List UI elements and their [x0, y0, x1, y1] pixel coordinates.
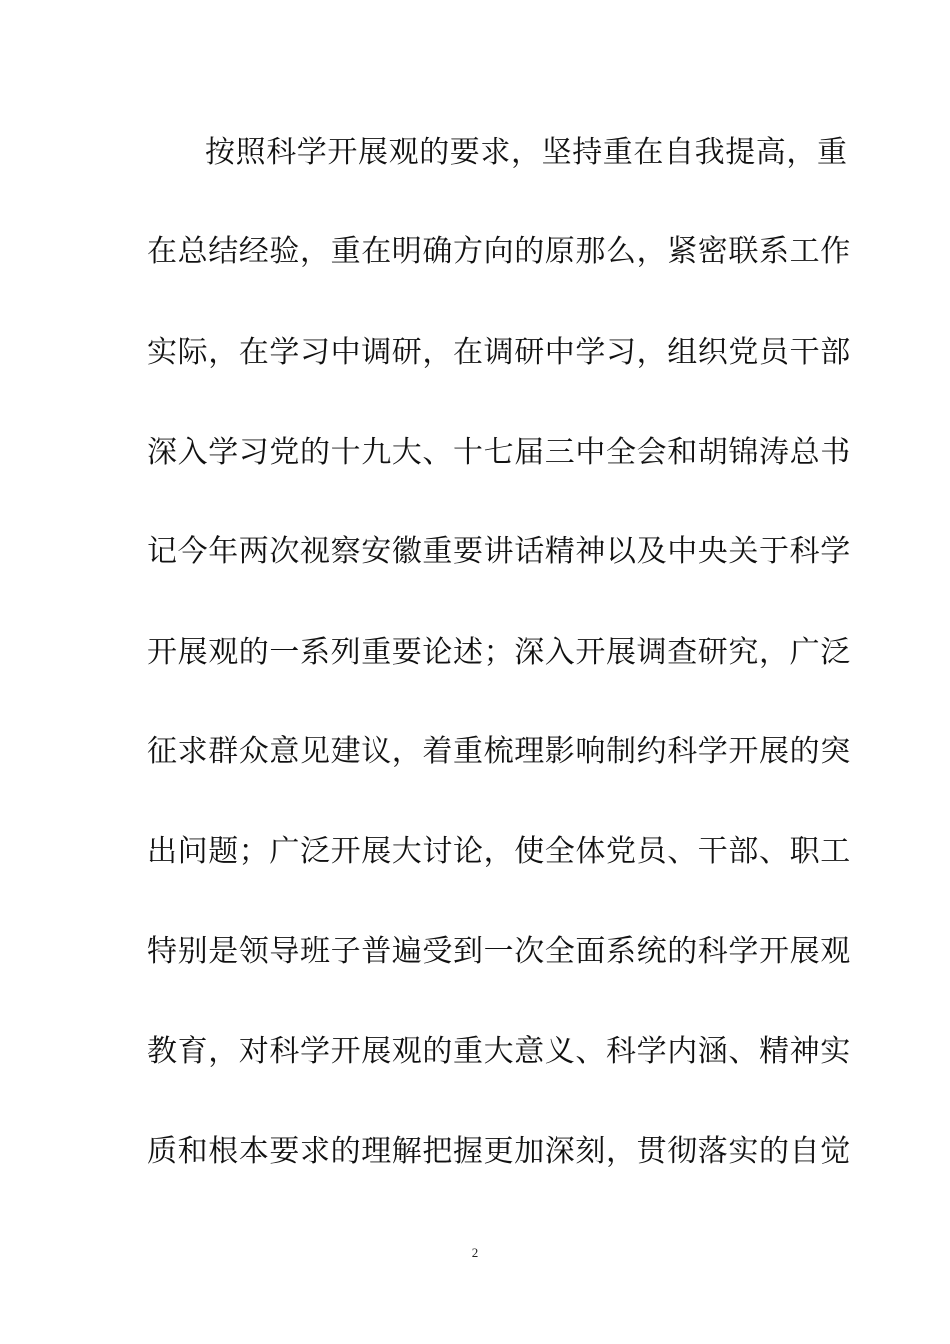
paragraph-line-7: 征求群众意见建议，着重梳理影响制约科学开展的突: [147, 734, 851, 769]
paragraph-line-11: 质和根本要求的理解把握更加深刻，贯彻落实的自觉: [147, 1134, 851, 1169]
paragraph-line-1: 按照科学开展观的要求，坚持重在自我提高，重: [205, 135, 848, 170]
paragraph-line-9: 特别是领导班子普遍受到一次全面系统的科学开展观: [147, 934, 851, 969]
paragraph-line-2: 在总结经验，重在明确方向的原那么，紧密联系工作: [147, 234, 851, 269]
paragraph-line-3: 实际，在学习中调研，在调研中学习，组织党员干部: [147, 335, 851, 370]
paragraph-line-5: 记今年两次视察安徽重要讲话精神以及中央关于科学: [147, 534, 851, 569]
page-number: 2: [471, 1245, 479, 1260]
paragraph-line-6: 开展观的一系列重要论述；深入开展调查研究，广泛: [147, 635, 851, 670]
paragraph-line-8: 出问题；广泛开展大讨论，使全体党员、干部、职工: [147, 834, 851, 869]
paragraph-line-10: 教育，对科学开展观的重大意义、科学内涵、精神实: [147, 1034, 851, 1069]
paragraph-line-4: 深入学习党的十九大、十七届三中全会和胡锦涛总书: [147, 435, 851, 470]
